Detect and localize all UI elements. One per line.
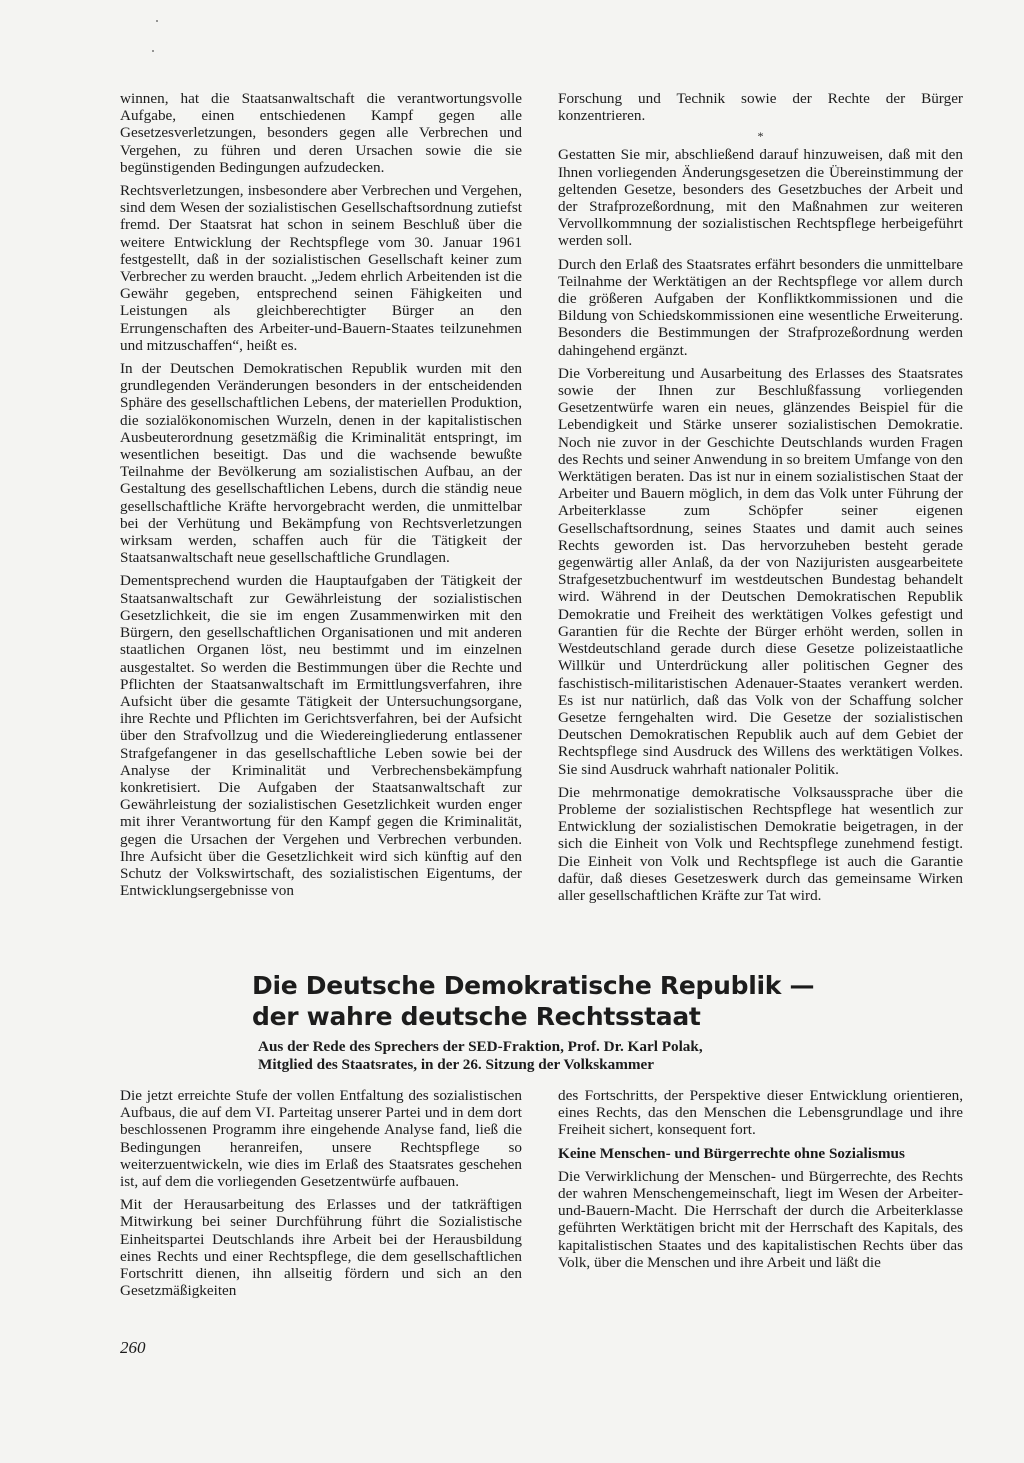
paragraph: Mit der Herausarbeitung des Erlasses und der tatkräftigen Mitwirkung bei seiner Durchführung führt die Sozialistische Einheitspartei Deutschlands ihre Arbeit bei der Herausbildung eines Rechts und einer Rechtspflege, die dem gesellschaftlichen Fortschritt dienen, ihn allseitig fördern und sich an den Gesetzmäßigkeiten: [120, 1196, 522, 1300]
paragraph: Die Vorbereitung und Ausarbeitung des Erlasses des Staatsrates sowie der Ihnen zur Beschlußfassung vorliegenden Gesetzentwürfe waren ein neues, glänzendes Beispiel für die Lebendigkeit und Stärke unserer sozialistischen Demokratie. Noch nie zuvor in der Geschichte Deutschlands wurden Fragen des Rechts und seiner Anwendung in so breitem Umfange von den Werktätigen beraten. Das ist nur in einem sozialistischen Staat der Arbeiter und Bauern möglich, in dem das Volk unter Führung der Arbeiterklasse zum Schöpfer seiner eigenen Gesellschaftsordnung, seines Staates und damit auch seines Rechts geworden ist. Das hervorzuheben besteht gerade gegenwärtig aller Anlaß, da der von Nazijuristen ausgearbeitete Strafgesetzbuchentwurf im westdeutschen Bundestag behandelt wird. Während in der Deutschen Demokratischen Republik Demokratie und Freiheit des werktätigen Volkes gefestigt und Garantien für die Rechte der Bürger erhöht werden, sollen in Westdeutschland gerade durch diese Gesetze polizeistaatliche Willkür und Unterdrückung aller politischen Gegner des faschistisch-militaristischen Adenauer-Staates verankert werden. Es ist nur natürlich, daß das Volk von der Schaffung solcher Gesetze ferngehalten wird. Die Gesetze der sozialistischen Deutschen Demokratischen Republik auch auf dem Gebiet der Rechtspflege sind Ausdruck des Willens des werktätigen Volkes. Sie sind Ausdruck wahrhaft nationaler Politik.: [558, 364, 963, 778]
paragraph: Die jetzt erreichte Stufe der vollen Entfaltung des sozialistischen Aufbaus, die auf dem VI. Parteitag unserer Partei und in dem dort beschlossenen Programm ihre eingehende Analyse fand, ließ die Bedingungen heranreifen, unsere Rechtspflege so weiterzuentwickeln, wie dies im Erlaß des Staatsrates geschehen ist, auf dem die vorliegenden Gesetzentwürfe aufbauen.: [120, 1087, 522, 1191]
paragraph: winnen, hat die Staatsanwaltschaft die verantwortungsvolle Aufgabe, einen entschiedenen Kampf gegen alle Gesetzesverletzungen, besonders gegen alle Verbrechen und Vergehen, zu führen und deren Ursachen sowie die sie begünstigenden Bedingungen aufzudecken.: [120, 90, 522, 176]
section-heading: Keine Menschen- und Bürgerrechte ohne Sozialismus: [558, 1144, 905, 1162]
paragraph: Forschung und Technik sowie der Rechte der Bürger konzentrieren.: [558, 90, 963, 125]
article-title: [252, 970, 872, 1032]
scan-speck: [152, 50, 154, 52]
scan-speck: [156, 20, 158, 22]
left-column-bottom: [120, 1087, 522, 1305]
paragraph: Die Verwirklichung der Menschen- und Bürgerrechte, des Rechts der wahren Menschengemeinschaft, liegt im Wesen der Arbeiter-und-Bauern-Macht. Die Herrschaft der durch die Arbeiterklasse geführten Werktätigen bricht mit der Herrschaft des Kapitals, des kapitalistischen Staates und des kapitalistischen Rechts über das Volk, über die Menschen und ihre Arbeit und läßt die: [558, 1167, 963, 1271]
page-number: 260: [120, 1338, 146, 1357]
article-subtitle-line-1: Aus der Rede des Sprechers der SED-Fraktion, Prof. Dr. Karl Polak,: [258, 1038, 703, 1055]
article-subtitle-line-2: Mitglied des Staatsrates, in der 26. Sitzung der Volkskammer: [258, 1055, 655, 1073]
paragraph: des Fortschritts, der Perspektive dieser Entwicklung orientieren, eines Rechts, das den Menschen die Lebensgrundlage und ihre Freiheit sichert, konsequent fort.: [558, 1087, 963, 1139]
paragraph: Die mehrmonatige demokratische Volksaussprache über die Probleme der sozialistischen Rechtspflege hat wesentlich zur Entwicklung der sozialistischen Demokratie beigetragen, in der sich die Einheit von Volk und Rechtspflege zunehmend festigt. Die Einheit von Volk und Rechtspflege ist auch die Garantie dafür, daß dieses Gesetzeswerk durch das gemeinsame Wirken aller gesellschaftlichen Kräfte zur Tat wird.: [558, 783, 963, 904]
article-subtitle: [258, 1038, 818, 1073]
paragraph: Durch den Erlaß des Staatsrates erfährt besonders die unmittelbare Teilnahme der Werktätigen an der Rechtspflege vor allem durch die größeren Aufgaben der Konfliktkommissionen und die Bildung von Schiedskommissionen eine wesentliche Erweiterung. Besonders die Bestimmungen der Strafprozeßordnung werden dahingehend ergänzt.: [558, 255, 963, 359]
article-title-line-2: der wahre deutsche Rechtsstaat: [252, 1002, 701, 1031]
right-column-top: [558, 90, 963, 910]
paragraph: In der Deutschen Demokratischen Republik wurden mit den grundlegenden Veränderungen besonders in der entscheidenden Sphäre des gesellschaftlichen Lebens, der materiellen Produktion, die sozialökonomischen Wurzeln, denen in der kapitalistischen Ausbeuterordnung gesetzmäßig die Kriminalität entspringt, im wesentlichen beseitigt. Das und die wachsende bewußte Teilnahme der Bevölkerung am sozialistischen Aufbau, an der Gestaltung des gesellschaftlichen Lebens, durch die ständig neue gesellschaftliche Kräfte hervorgebracht werden, die unmittelbar bei der Verhütung und Bekämpfung von Rechtsverletzungen wirksam werden, schaffen auch für die Tätigkeit der Staatsanwaltschaft neue gesellschaftliche Grundlagen.: [120, 360, 522, 567]
right-column-bottom: [558, 1087, 963, 1277]
paragraph: Dementsprechend wurden die Hauptaufgaben der Tätigkeit der Staatsanwaltschaft zur Gewährleistung der sozialistischen Gesetzlichkeit, die sie im engen Zusammenwirken mit den Bürgern, den gesellschaftlichen Organisationen und mit anderen staatlichen Organen löst, neu bestimmt und im einzelnen ausgestaltet. So werden die Bestimmungen über die Rechte und Pflichten der Staatsanwaltschaft im Ermittlungsverfahren, ihre Aufsicht über die gesamte Tätigkeit der Untersuchungsorgane, ihre Rechte und Pflichten im Gerichtsverfahren, bei der Aufsicht über den Strafvollzug und die Wiedereingliederung entlassener Strafgefangener in das gesellschaftliche Leben sowie bei der Analyse der Kriminalität und Verbrechensbekämpfung konkretisiert. Die Aufgaben der Staatsanwaltschaft zur Gewährleistung der sozialistischen Gesetzlichkeit wurden enger mit ihrer Verantwortung für den Kampf gegen die Kriminalität, gegen die Ursachen der Vergehen und Verbrechen verbunden. Ihre Aufsicht über die Gesetzlichkeit wird sich künftig auf den Schutz der Volkswirtschaft, des sozialistischen Eigentums, der Entwicklungsergebnisse von: [120, 572, 522, 900]
left-column-top: [120, 90, 522, 905]
paragraph: Gestatten Sie mir, abschließend darauf hinzuweisen, daß mit den Ihnen vorliegenden Änderungsgesetzen die Übereinstimmung der geltenden Gesetze, besonders des Gesetzbuches der Arbeit und der Strafprozeßordnung, mit den Maßnahmen zur weiteren Vervollkommnung der sozialistischen Rechtspflege herbeigeführt werden soll.: [558, 146, 963, 250]
paragraph: Rechtsverletzungen, insbesondere aber Verbrechen und Vergehen, sind dem Wesen der sozialistischen Gesellschaftsordnung zutiefst fremd. Der Staatsrat hat schon in seinem Beschluß über die weitere Entwicklung der Rechtspflege vom 30. Januar 1961 festgestellt, daß in der sozialistischen Gesellschaft keiner zum Verbrecher zu werden braucht. „Jedem ehrlich Arbeitenden ist die Gewähr gegeben, entsprechend seinen Fähigkeiten und Leistungen als gleichberechtigter Bürger an den Errungenschaften des Arbeiter-und-Bauern-Staates teilzunehmen und mitzuschaffen“, heißt es.: [120, 182, 522, 354]
article-title-line-1: Die Deutsche Demokratische Republik —: [252, 971, 815, 1000]
section-separator: *: [757, 129, 764, 144]
